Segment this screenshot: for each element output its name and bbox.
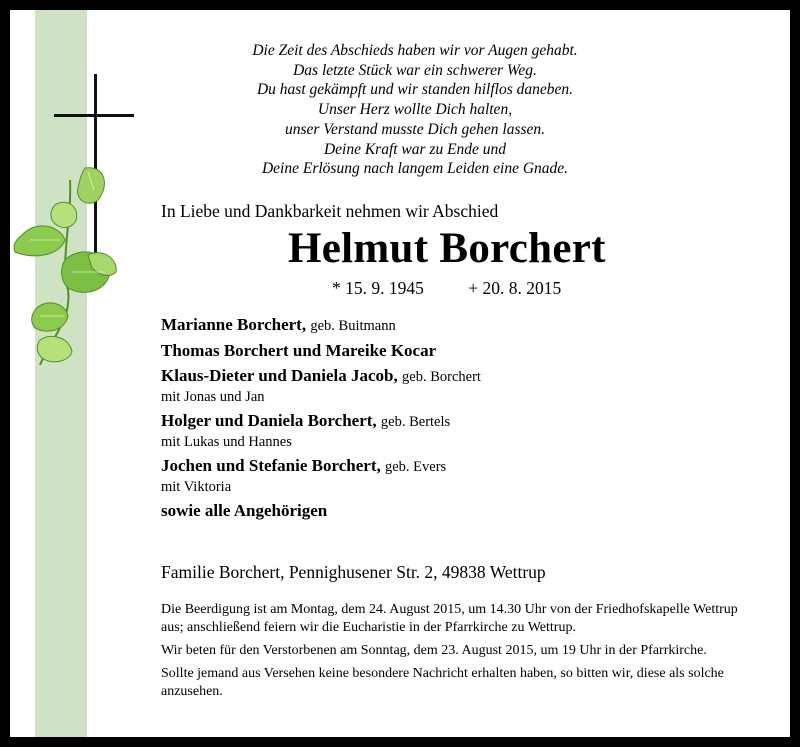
ivy-leaves-icon: [10, 160, 120, 370]
mourner-name: Marianne Borchert, geb. Buitmann: [161, 315, 396, 334]
note-funeral: Die Beerdigung ist am Montag, dem 24. August 2015, um 14.30 Uhr von der Friedhofskapelle Wettrup aus; anschließend feiern wir die Eucharistie in der Pfarrkirche zu Wettrup.: [161, 602, 738, 635]
obituary-notice: [10, 10, 790, 737]
maiden-name: geb. Borchert: [402, 369, 481, 385]
intro-text: In Liebe und Dankbarkeit nehmen wir Abschied: [161, 201, 499, 221]
maiden-name: geb. Evers: [385, 459, 447, 475]
mourner-children: mit Jonas und Jan: [161, 389, 265, 405]
mourners-list: [161, 314, 761, 522]
poem-line: Unser Herz wollte Dich halten,: [317, 101, 513, 119]
poem-line: Die Zeit des Abschieds haben wir vor Augen gehabt.: [252, 42, 578, 59]
poem: [190, 41, 640, 179]
birth-date: * 15. 9. 1945: [332, 278, 424, 298]
family-address: Familie Borchert, Pennighusener Str. 2, 49838 Wettrup: [161, 562, 546, 582]
poem-line: Deine Kraft war zu Ende und: [323, 140, 507, 158]
life-dates: [332, 278, 561, 299]
deceased-name: Helmut Borchert: [288, 225, 606, 272]
mourner-children: mit Lukas und Hannes: [161, 434, 292, 450]
poem-line: Du hast gekämpft und wir standen hilflos daneben.: [256, 81, 573, 99]
poem-line: unser Verstand musste Dich gehen lassen.: [284, 120, 546, 138]
maiden-name: geb. Buitmann: [310, 318, 396, 334]
mourner-children: mit Viktoria: [161, 479, 232, 495]
note-prayer: Wir beten für den Verstorbenen am Sonntag, dem 23. August 2015, um 19 Uhr in der Pfarrkirche.: [161, 643, 707, 658]
note-notice: Sollte jemand aus Versehen keine besondere Nachricht erhalten haben, so bitten wir, diese als solche anzusehen.: [161, 666, 724, 699]
funeral-notes: [161, 601, 761, 706]
mourner-name: Klaus-Dieter und Daniela Jacob, geb. Borchert: [161, 366, 481, 385]
mourner-name: Jochen und Stefanie Borchert, geb. Evers: [161, 456, 447, 475]
mourner-name: sowie alle Angehörigen: [161, 501, 328, 520]
decorative-stripe: [35, 10, 87, 737]
poem-line: Deine Erlösung nach langem Leiden eine Gnade.: [261, 160, 569, 178]
maiden-name: geb. Bertels: [380, 414, 451, 430]
death-date: + 20. 8. 2015: [468, 278, 562, 298]
poem-line: Das letzte Stück war ein schwerer Weg.: [293, 61, 537, 79]
cross-icon-bar: [54, 114, 134, 117]
mourner-name: Thomas Borchert und Mareike Kocar: [161, 341, 437, 360]
mourner-name: Holger und Daniela Borchert, geb. Bertels: [161, 411, 451, 430]
